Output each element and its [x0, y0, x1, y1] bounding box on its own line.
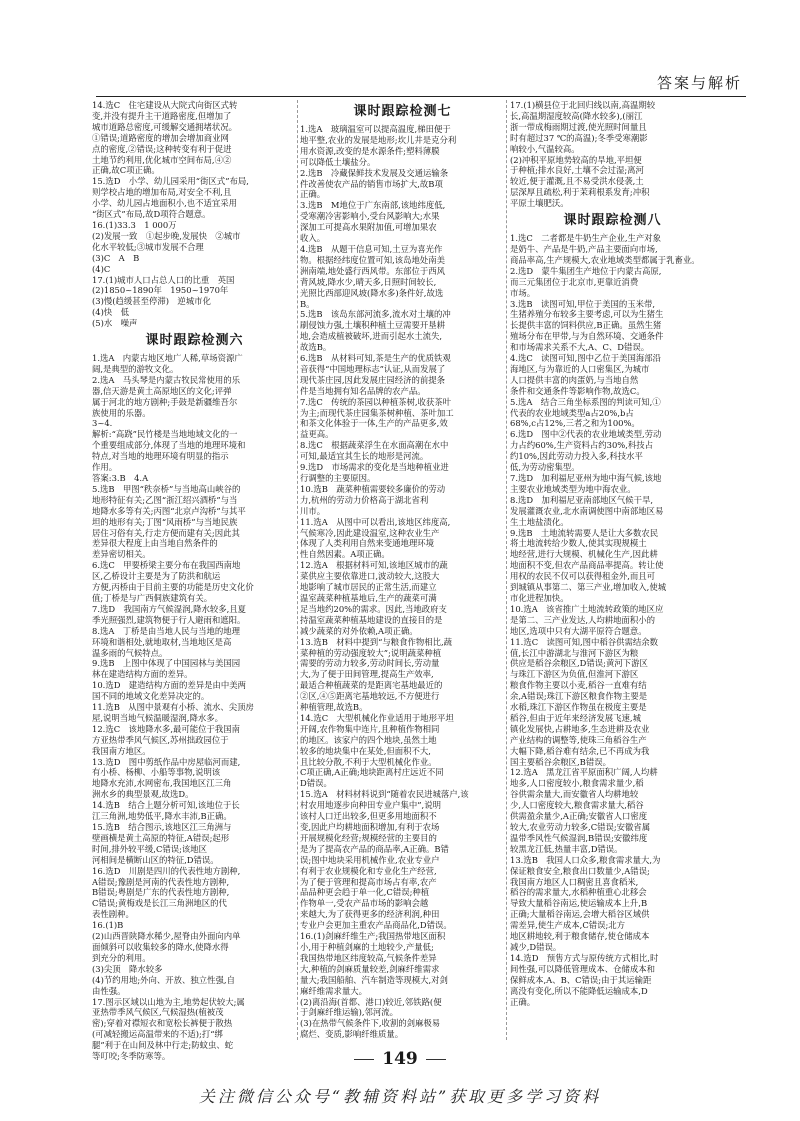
answer-line: 较大,农业劳动力较多,C错误;安徽省属 [510, 822, 651, 832]
answer-line: 海地区,与为靠近的人口密集区,为城市 [510, 363, 650, 374]
answer-line: 变,因此户均耕地面积增加,有利于农场 [300, 822, 440, 832]
answer-line: “街区式”布局,故D项符合题意。 [92, 209, 211, 220]
answer-line: 村农用地逐步向种田专业户集中”,说明 [300, 800, 441, 811]
answer-line: 地多,人口密度较小,粮食需求量少,稻 [510, 778, 644, 789]
answer-line: 地平整,农业的发展是地形;坎儿井是克分利 [300, 134, 457, 145]
answer-line: 代表的农业地域类型a占20%,b占 [510, 407, 634, 418]
answer-line: 洲南端,地处盛行西风带。东部位于西风 [300, 265, 446, 276]
answer-line: 小,用于种植剑麻的土地较少,产量低; [300, 941, 434, 952]
answer-line: 市化进程加快。 [510, 592, 569, 603]
answer-column-left [92, 100, 297, 1062]
header-title: 答案与解析 [656, 74, 742, 92]
answer-line: (5)水 噪声 [92, 318, 138, 329]
answer-line: 用水资源,改变的是水源条件;塑料薄膜 [300, 145, 440, 156]
answer-line: 专业户会更加主重农产品商品化,D错误。 [300, 920, 452, 931]
answer-line: 较近,便于灌溉,且不易受洪水侵袭,土 [510, 176, 644, 187]
answer-line: 将土地流转给少数人,使其实现规模土 [510, 538, 647, 549]
answer-line: 7.选C 传统的茶园以种植茶树,收获茶叶 [300, 396, 452, 407]
answer-line: 13.选B 材料中提到“与粮食作物相比,蔬 [300, 636, 453, 647]
answer-line: 作用。 [92, 462, 118, 473]
answer-line: 17.图示区域以山地为主,地势起伏较大;属 [92, 996, 245, 1007]
answer-line: 7.选D 加利福尼亚州为地中海气候,该地 [510, 473, 662, 483]
answer-line: 作物单一,受农产品市场的影响会越 [300, 898, 429, 909]
answer-line: 14.选D 预售方式与原传统方式相比,时 [510, 952, 659, 963]
answer-line: 且比较分散,不利于大型机械化作业。 [300, 756, 437, 767]
page-header [96, 70, 746, 97]
answer-line: 5.选A 结合三角坐标系图的判读可知,① [510, 396, 661, 407]
answer-line: 3.选B 读图可知,甲位于美国的玉米带, [510, 298, 656, 309]
answer-line: 我国热带地区纬度较高,气候条件差异 [300, 952, 437, 963]
answer-line: 物。根据经纬度位置可知,该岛地处南美 [300, 254, 446, 265]
answer-line: (2)山西晋陕降水稀少,屋脊由外面向内单 [92, 931, 241, 942]
answer-line: 少,人口密度较大,粮食需求量大,稻谷 [510, 800, 644, 811]
answer-line: (4)节约用地;外向、开放、独立性强,自 [92, 974, 235, 985]
answer-line: 是奶牛、产品是牛奶,产品主要面向市场, [510, 243, 658, 254]
answer-line: 条件和交通条件等影响作物,故选C。 [510, 385, 645, 396]
answer-line: 值;丁桥是与广西侗族建筑有关。 [92, 592, 213, 603]
answer-line: 6.选D 图中②代表的农业地域类型,劳动 [510, 429, 662, 440]
answer-line: 地面积不变,但农产品商品率提高。转让使 [510, 560, 664, 571]
answer-line: 长,高温期湿度较高(降水较多),(丽江 [510, 110, 643, 121]
answer-line: 地区耕地较,利于粮食储存,使仓储成本 [510, 931, 650, 942]
answer-line: 于剑麻纤维运输),邻河流。 [300, 1007, 399, 1018]
answer-line: (2)离沿海(首都、港口)较近,邻铁路(便 [300, 996, 442, 1007]
answer-line: (4)C [92, 263, 111, 274]
answer-line: 响较小,气温较高。 [510, 143, 580, 154]
answer-line: 力,杭州的劳动力价格高于湖北省利 [300, 494, 429, 505]
answer-line: 6.选C 甲要桥梁主要分布在我国西南地 [92, 560, 241, 571]
answer-line: 区,乙桥设计主要是为了防洪和航运 [92, 571, 221, 582]
answer-line: 光照比西部迎风坡(降水多)条件好,故选 [300, 287, 444, 298]
answer-line: 该村人口迁出较多,但更多用地面积不 [300, 811, 437, 822]
answer-line: 层深厚且疏松,利于茉莉根系发育;冲积 [510, 187, 650, 198]
answer-column-middle [300, 100, 505, 1040]
answer-line: 开展规模化经营;规模经营的主要目的 [300, 832, 437, 843]
answer-line: 变,并没有提升主干道路密度,但增加了 [92, 110, 232, 121]
answer-line: 浙一带成梅雨期过渡,使光照时间量且 [510, 121, 647, 132]
answer-line: 背风坡,降水少,晴天多,日照时间较长, [300, 276, 437, 287]
section-heading: 课时跟踪检测七 [353, 104, 452, 119]
answer-line: 误;图中地块采用机械作业,农业专业户 [300, 854, 440, 865]
answer-line: 最适合种植蔬菜的是距离宅基地最近的 [300, 680, 443, 691]
answer-line: 是第二、三产业发达,人均耕地面积小的 [510, 614, 656, 625]
answer-line: 水稻,珠江下游区作物虽在极度主要是 [510, 702, 647, 713]
answer-line: 离没有变化,所以不能降低运输成本,D [510, 985, 648, 996]
answer-line: (可减轻搬运高温带来的不适);打“绑 [92, 1029, 223, 1040]
answer-line: 时有超过37 ℃的高温);冬季受寒潮影 [510, 132, 648, 143]
answer-line: 林在建造结构方面的差异。 [92, 669, 193, 680]
answer-line: 正确。 [510, 996, 536, 1007]
answer-line: 9.选D 市场需求的变化是当地种植业进 [300, 462, 449, 473]
answer-line: 值,长江中游湖北与淮河下游区为粮 [510, 647, 639, 658]
answer-line: 有利于农业规模化和专业化生产经营, [300, 865, 437, 876]
answer-line: 3.选B M地位于广东南部,该地纬度低, [300, 200, 446, 211]
answer-line: 大,为了便于田间管理,提高生产效率, [300, 669, 434, 680]
answer-line: 方便,丙桥由于目前主要的功能是历史文化价 [92, 582, 254, 593]
answer-line: 菜供应主要依靠进口,波动较大,这股大 [300, 571, 440, 582]
answer-line: 量大;我国船舶、汽车制造等现模大,对剑 [300, 974, 448, 985]
answer-line: 到城镇从事第二、第三产业,增加收入,使城 [510, 582, 667, 593]
answer-line: 大幅下降,稻谷难有结余,已不再成为我 [510, 745, 650, 756]
answer-line: 力占约60%,生产资料占约30%,科技占 [510, 440, 654, 451]
answer-line: 地降水充沛,水网密布,我国地区江三角 [92, 778, 232, 789]
answer-line: 供应是稻谷余粮区,D错误;黄河下游区 [510, 658, 648, 669]
answer-line: 深加工可提高水果附加值,可增加果农 [300, 222, 437, 233]
answer-line: 1.选A 内蒙古地区地广人稀,草场资源广 [92, 353, 243, 364]
answer-line: 国不同的地域文化差异决定的。 [92, 691, 210, 702]
answer-line: 发展灌溉农业,北水南调使图中南部地区易 [510, 505, 664, 516]
answer-line: 10.选B 蔬菜种植需要较多廉价的劳动 [300, 483, 446, 494]
answer-line: 14.选C 大型机械化作业适用于地形平坦 [300, 712, 454, 723]
answer-line: 产业结构的调整等,使珠三角稻谷生产 [510, 734, 647, 745]
answer-line: 面倾斜可以收集较多的降水,使降水得 [92, 941, 229, 952]
answer-line: B错误;粤剧是广东的代表性地方剧种, [92, 887, 230, 898]
answer-line: 5.选B 甲图“秩奈桥”与当地高山峡谷的 [92, 483, 241, 494]
answer-line: ②区,④⑤距离宅基地较远,不方便进行 [300, 691, 440, 702]
answer-line: 洲水乡的典型景观,故选D。 [92, 789, 194, 800]
answer-line: 等叮咬;冬季防寒等。 [92, 1051, 171, 1062]
answer-line: 地区,选项中只有大湖平原符合题意。 [510, 625, 647, 636]
answer-line: 江三角洲,地势低平,降水丰沛,B正确。 [92, 811, 232, 822]
answer-line: 16.(1)B [92, 920, 124, 931]
answer-line: 河相间是横断山区的特征,D错误。 [92, 854, 219, 865]
answer-line: 品品种更会趋于单一化,C错误;种植 [300, 887, 430, 898]
answer-line: 小学、幼儿园占地面积小,也不适宜采用 [92, 198, 238, 209]
answer-line: 受寒潮冷害影响小,受台风影响大;水果 [300, 211, 440, 222]
answer-line: A错误;豫剧是河南的代表性地方剧种, [92, 876, 230, 887]
answer-line: 正确。 [300, 189, 326, 200]
answer-line: 2.选B 冷藏保鲜技术发展及交通运输条 [300, 167, 449, 178]
answer-line: 为了便于管理和提高市场占有率,农产 [300, 876, 437, 887]
answer-line: 种植管理,故选B。 [300, 702, 368, 713]
answer-line: 件是当地拥有知名品牌的农产品。 [300, 385, 426, 396]
answer-line: (3)慢(趋缓甚至停滞) 逆城市化 [92, 296, 211, 307]
answer-line: 故选B。 [300, 342, 332, 353]
answer-line: 地,会造成植被破坏,进而引起水土流失, [300, 331, 442, 342]
answer-line: (2)冲积平原地势较高的旱地,平坦便 [510, 154, 642, 165]
answer-line: (3)C A B [92, 252, 140, 263]
answer-line: 我国南方地区人口稠密且喜食稻米, [510, 876, 639, 887]
answer-line: 答案:3.B 4.A [92, 473, 149, 483]
answer-line: 亚热带季风气候区,气候湿热(植被茂 [92, 1007, 224, 1018]
answer-line: C项正确,A正确;地块距离村庄远近不同 [300, 767, 444, 778]
answer-line: 地影响了城市居民的正常生活,而建立 [300, 582, 437, 593]
answer-line: 的地区。该家户的四个地块,虽然土地 [300, 734, 437, 745]
answer-line: 稻谷,但由于近年来经济发展飞速,城 [510, 712, 641, 723]
answer-line: 粮食作物主要以小麦,稻谷一直难有结 [510, 680, 647, 691]
answer-line: 保证粮食安全,粮食出口数量少,A错误; [510, 865, 650, 876]
answer-line: 16.(1)33.3 1 000万 [92, 219, 177, 230]
answer-line: 68%,c占12%,三者之和为100%。 [510, 418, 640, 429]
answer-line: 14.选B 结合上题分析可知,该地位于长 [92, 800, 240, 811]
answer-line: 11.选B 从图中景观有小桥、流水、尖顶房 [92, 702, 254, 713]
answer-line: 1.选A 玻璃温室可以提高温度,梯田便于 [300, 124, 451, 134]
answer-line: 2.选D 蒙牛集团生产地位于内蒙古高原, [510, 265, 662, 276]
answer-line: (2)发展一致 ①起步晚,发展快 ②城市 [92, 230, 241, 241]
answer-line: 商品率高,生产规模大,农业地域类型都属于乳畜业。 [510, 254, 700, 265]
answer-line: 需要的劳动力较多,劳动时间长,劳动量 [300, 658, 440, 669]
answer-line: 生土地盐渍化。 [510, 516, 569, 527]
section-heading: 课时跟踪检测六 [145, 333, 244, 349]
answer-line: 13.选D 图中剪纸作品中房屋临河而建, [92, 756, 241, 767]
answer-line: 16.(1)剑麻纤维生产;我国热带地区面积 [300, 931, 446, 942]
answer-line: 川市。 [300, 505, 326, 516]
answer-line: 14.选C 住宅建设从大院式向街区式转 [92, 100, 238, 110]
answer-line: 谷供需余量大,而安徽省人均耕地较 [510, 789, 639, 800]
answer-line: 现代茶庄园,因此发展庄园经济的前提条 [300, 374, 446, 385]
answer-line: 大,种植的剑麻质量较差,剑麻纤维需求 [300, 963, 440, 974]
answer-line: 解析:“高跷”民竹楼是当地地域文化的一 [92, 429, 238, 440]
answer-line: 间性强,可以降低管理成本、仓储成本和 [510, 963, 656, 974]
answer-line: 17.(1)横县位于北回归线以南,高温期较 [510, 100, 656, 110]
answer-line: 15.选D 小学、幼儿园采用“街区式”布局, [92, 176, 249, 187]
answer-line: 壁画横是黄土高原的特征,A错误;起形 [92, 832, 230, 843]
answer-line: 性自然因素。A项正确。 [300, 549, 390, 560]
answer-line: 土地节约利用,优化城市空间布局,④② [92, 154, 232, 165]
answer-line: 生猪养殖分布较多主要考虑,可以为生猪生 [510, 309, 664, 320]
answer-line: 17.(1)城市人口占总人口的比重 英国 [92, 274, 235, 285]
answer-line: 到充分的利用。 [92, 952, 151, 963]
answer-line: 供需盈余量少,A正确;安徽省人口密度 [510, 811, 648, 822]
answer-line: 差异密切相关。 [92, 549, 151, 560]
answer-line: 差异很大程度上由当地自然条件的 [92, 538, 218, 549]
answer-line: 10.选D 建造结构方面的差异是由中美两 [92, 680, 247, 691]
answer-line: 温多雨的气候特点。 [92, 647, 168, 658]
answer-line: 需差异,使生产成本,C错误;北方 [510, 920, 626, 931]
answer-line: 环境和谐相处,就地取材,当地地区是高 [92, 636, 232, 647]
answer-line: 正确,故C项正确。 [92, 165, 160, 176]
answer-line: 腿”利于在山间及林中行走;防蚊虫、蛇 [92, 1040, 234, 1051]
column-divider [297, 100, 298, 1040]
answer-line: 足当地约20%的需求。因此,当地政府支 [300, 603, 447, 614]
footer-note: 关注微信公众号“教辅资料站”获取更多学习资料 [198, 1087, 602, 1106]
answer-line: 开阔,农作物集中连片,且种植作物相同 [300, 723, 440, 734]
answer-line: 镇化发展快,占耕地多,生态进耕及农业 [510, 723, 650, 734]
answer-line: 温室蔬菜种植基地后,生产的蔬菜可满 [300, 592, 437, 603]
answer-line: 时间,排外较平缓,C错误;该地区 [92, 843, 208, 854]
answer-line: 器,信天游是黄土高原地区的文化;评弹 [92, 385, 232, 396]
answer-line: 持温室蔬菜种植基地建设的直接目的是 [300, 614, 443, 625]
answer-line: 由性强。 [92, 985, 126, 996]
answer-line: 体现了人类利用自然来变通地理环境 [300, 538, 434, 549]
answer-line: 件改善使农产品的销售市场扩大,故B项 [300, 178, 443, 189]
answer-line: 正确;大量稻谷南运,会增大稻谷区域供 [510, 909, 650, 920]
answer-line: 密);穿着对襟短衣和宽松长裤便于散热 [92, 1018, 233, 1029]
answer-line: 是为了提高农产品的商品率,A正确。B错 [300, 843, 449, 854]
answer-line: 平原土壤肥沃。 [510, 198, 569, 209]
answer-line: 季光照强烈,建筑物便于行人避雨和遮阳。 [92, 614, 246, 625]
answer-line: 则学校占地的增加布局,对安全不利,且 [92, 187, 232, 198]
answer-line: 城市道路总密度,可缓解交通拥堵状况。 [92, 121, 238, 132]
answer-line: 国主要稻谷余粮区,B错误。 [510, 756, 611, 767]
answer-column-right [510, 100, 715, 1007]
answer-line: 7.选D 我国南方气候湿润,降水较多,且夏 [92, 603, 247, 614]
answer-line: 约10%,因此劳动力投入多,科技水平 [510, 451, 643, 462]
answer-line: 气候寒冷,因此建设温室,这种农业生产 [300, 527, 440, 538]
answer-line: 居住习俗有关,行走方便而建有关;因此其 [92, 527, 240, 538]
answer-line: 保鲜成本,A、B、C错误;由于其运输距 [510, 974, 652, 985]
answer-line: 化水平较低;③城市发展不合理 [92, 241, 204, 252]
answer-line: 10.选A 该省推广土地流转政策的地区应 [510, 603, 664, 614]
page-number: 149 [0, 1049, 800, 1069]
answer-line: 有小桥、杨柳、小船等事物,说明该 [92, 767, 221, 778]
answer-line: 余,A错误;珠江下游区粮食作物主要是 [510, 691, 648, 702]
answer-line: 表性剧种。 [92, 909, 134, 920]
answer-line: 15.选B 结合图示,该地区江三角洲与 [92, 822, 232, 832]
section-heading: 课时跟踪检测八 [563, 213, 662, 229]
answer-line: 导致大量稻谷南运,使运输成本上升,B [510, 898, 648, 909]
answer-line: 腐烂、变质,影响纤维质量。 [300, 1029, 404, 1040]
answer-line: 个重要组成部分,体现了当地的地理环境和 [92, 440, 246, 451]
column-divider [506, 100, 507, 1040]
answer-line: 人口提供丰富的肉蛋奶,与当地自然 [510, 374, 639, 385]
answer-line: 长提供丰富的饲料供应,B正确。虽然生猪 [510, 320, 662, 331]
answer-line: 族使用的乐器。 [92, 407, 151, 418]
answer-line: ①错误;道路密度的增加会增加商业网 [92, 132, 229, 143]
answer-line: 坦的地形有关;丁图“风雨桥”与当地民族 [92, 516, 238, 527]
answer-line: 主要农业地域类型为地中海农业。 [510, 483, 636, 494]
answer-line: 11.选A 从图中可以看出,该地区纬度高, [300, 516, 451, 527]
answer-line: 收入。 [300, 233, 326, 244]
answer-line: 用权的农民不仅可以获得租金外,而且可 [510, 571, 656, 582]
answer-line: 9.选B 上图中体现了中国园林与美国园 [92, 658, 241, 669]
answer-line: 阔,是典型的游牧文化。 [92, 363, 179, 374]
answer-line: 益更高。 [300, 429, 334, 440]
answer-line: 减少,D错误。 [510, 941, 562, 952]
answer-line: 方亚热带季风气候区,苏州拙政园位于 [92, 734, 229, 745]
answer-line: 9.选B 土地流转需要人是让大多数农民 [510, 527, 659, 538]
answer-line: 行调整的主要原因。 [300, 473, 376, 483]
answer-line: 8.选A 丁桥是由当地人民与当地的地理 [92, 625, 241, 636]
answer-line: D错误。 [300, 778, 332, 789]
answer-line: 可以降低土壤盐分。 [300, 156, 376, 167]
answer-line: 和茶文化体验于一体,生产的产品更多,效 [300, 418, 448, 429]
answer-line: (3)在热带气候条件下,收割的剑麻极易 [300, 1018, 441, 1029]
answer-line: (4)快 低 [92, 307, 129, 318]
answer-line: 6.选B 从材料可知,茶是生产的优质铁观 [300, 353, 451, 364]
answer-line: 减少蔬菜的对外依赖,A项正确。 [300, 625, 418, 636]
answer-line: 12.选A 黑龙江省平原面积广阔,人均耕 [510, 767, 658, 778]
answer-line: 稻谷的需求量大,水稻种植重心北移会 [510, 887, 647, 898]
answer-line: 地形特征有关;乙图“浙江绍兴酒桥”与当 [92, 494, 238, 505]
answer-line: 13.选B 我国人口众多,粮食需求量大,为 [510, 854, 661, 865]
answer-line: 15.选A 材料材料说到“随着农民进城落户,该 [300, 789, 469, 800]
answer-line: 12.选A 根据材料可知,该地区城市的蔬 [300, 560, 448, 571]
answer-line: 而三元集团位于北京市,更靠近消费 [510, 276, 639, 287]
answer-line: 点的密度,②错误;这种转变有利于促进 [92, 143, 232, 154]
answer-line: 较多的地块集中在某处,但面积不大, [300, 745, 431, 756]
answer-line: 1.选C 二者都是牛奶生产企业,生产对象 [510, 233, 662, 244]
answer-line: 特点,对当地的地理环境有明显的指示 [92, 451, 229, 462]
answer-line: 刷侵蚀力强,土壤积种植土豆需要开垦耕 [300, 320, 446, 331]
answer-line: 3~4. [92, 418, 113, 429]
answer-line: 属于河北的地方剧种;手鼓是新疆维吾尔 [92, 396, 238, 407]
answer-line: 与珠江下游区为负值,但淮河下游区 [510, 669, 639, 680]
answer-line: 市场。 [510, 287, 536, 298]
answer-line: 麻纤维需求量大。 [300, 985, 367, 996]
answer-line: 可知,最适宜其生长的地形是河流。 [300, 451, 429, 462]
answer-line: 低,为劳动密集型。 [510, 462, 580, 473]
answer-line: 和市场需求关系不大,A、C、D错误。 [510, 342, 650, 353]
answer-line: 2.选A 马头琴是内蒙古牧民常使用的乐 [92, 374, 241, 385]
answer-line: 较黑龙江低,热量丰富,D错误。 [510, 843, 623, 854]
answer-line: (2)1850~1890年 1950~1970年 [92, 285, 229, 296]
answer-line: 为主;而现代茶庄园集茶树种植、茶叶加工 [300, 407, 454, 418]
answer-line: 我国南方地区。 [92, 745, 151, 756]
answer-line: 菜种植的劳动强度较大”;说明蔬菜种植 [300, 647, 442, 658]
answer-line: 8.选C 根据蔬菜浮生在水面高潮在水中 [300, 440, 449, 451]
answer-line: 16.选D 川剧是四川的代表性地方剧种, [92, 865, 241, 876]
answer-line: 5.选B 该岛东部河流多,流水对土壤的冲 [300, 309, 451, 320]
answer-line: 11.选C 读图可知,图中稻谷供需结余数 [510, 636, 659, 647]
answer-line: 屋,说明当地气候温暖湿润,降水多。 [92, 712, 223, 723]
answer-line: 4.选B 从题干信息可知,土豆为喜光作 [300, 243, 443, 254]
answer-line: 来越大,为了获得更多的经济利润,种田 [300, 909, 440, 920]
answer-line: 地经营,进行大规模、机械化生产,因此耕 [510, 549, 658, 560]
answer-line: 4.选C 读图可知,图中乙位于美国海部沿 [510, 353, 662, 364]
answer-line: 地降水多等有关;丙图“北京卢沟桥”与其平 [92, 505, 246, 516]
answer-line: (3)尖顶 降水较多 [92, 963, 163, 974]
answer-line: 殖场分布在甲带,与为自然环境、交通条件 [510, 331, 664, 342]
answer-line: 温带季风性气候湿润,B错误;安徽纬度 [510, 832, 648, 843]
answer-line: 8.选D 加利福尼亚南部地区气候干旱, [510, 494, 653, 505]
answer-line: 音获得“中国地理标志”认证,从而发展了 [300, 363, 446, 374]
answer-line: B。 [300, 298, 315, 309]
answer-line: 于种植;排水良好,土壤不会过湿;离河 [510, 165, 644, 176]
answer-line: 12.选C 该地降水多,最可能位于我国南 [92, 723, 241, 734]
answer-line: C错误;黄梅戏是长江三角洲地区的代 [92, 898, 227, 909]
